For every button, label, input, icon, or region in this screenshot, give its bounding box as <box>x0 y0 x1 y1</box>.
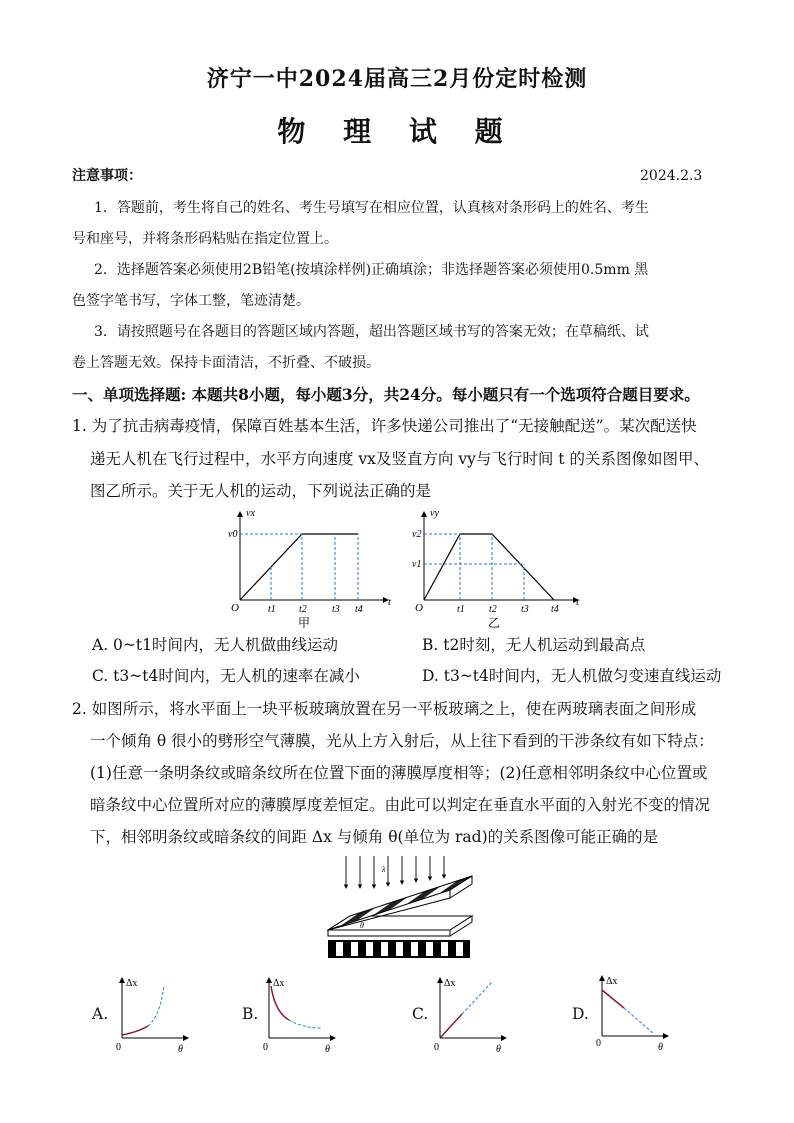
exam-date: 2024.2.3 <box>640 168 703 184</box>
q2-option-c-graph[interactable] <box>430 972 510 1054</box>
q1-option-a[interactable]: A. 0~t1时间内，无人机做曲线运动 <box>92 636 338 654</box>
label-v1: v1 <box>412 559 422 570</box>
q2-line-2: 一个倾角 θ 很小的劈形空气薄膜，光从上方入射后，从上往下看到的干涉条纹有如下特点： <box>90 732 714 750</box>
note-1a: 1．答题前，考生将自己的姓名、考生号填写在相应位置，认真核对条形码上的姓名、考生 <box>94 200 649 216</box>
exam-title: 济宁一中2024届高三2月份定时检测 <box>206 66 588 92</box>
tick-t4-b: t4 <box>551 604 559 615</box>
note-3a: 3．请按照题号在各题目的答题区域内答题，超出答题区域书写的答案无效；在草稿纸、试 <box>94 324 649 340</box>
q2-line-5: 下，相邻明条纹或暗条纹的间距 Δx 与倾角 θ(单位为 rad)的关系图像可能正确的是 <box>90 828 659 846</box>
wavelength-label: λ <box>382 865 386 874</box>
tick-t4: t4 <box>355 604 363 615</box>
q2-option-a-label[interactable]: A. <box>92 1005 109 1023</box>
theta-label: θ <box>360 921 364 930</box>
note-2a: 2．选择题答案必须使用2B铅笔(按填涂样例)正确填涂；非选择题答案必须使用0.5mm 黑 <box>94 262 649 278</box>
caption-jia: 甲 <box>298 616 311 630</box>
q2-line-1: 2. 如图所示，将水平面上一块平板玻璃放置在另一平板玻璃之上，使在两玻璃表面之间形成 <box>72 700 697 718</box>
q1-option-d[interactable]: D. t3~t4时间内，无人机做匀变速直线运动 <box>422 667 722 685</box>
a-theta: θ <box>178 1044 183 1054</box>
b-zero: 0 <box>263 1042 268 1053</box>
caption-yi: 乙 <box>488 616 501 630</box>
d-dx: Δx <box>606 976 618 987</box>
tick-t2: t2 <box>299 604 307 615</box>
wedge-film-diagram <box>324 852 474 970</box>
note-3b: 卷上答题无效。保持卡面清洁，不折叠、不破损。 <box>72 355 380 371</box>
c-dx: Δx <box>444 978 456 989</box>
b-theta: θ <box>325 1044 330 1054</box>
label-v0: v0 <box>228 529 238 540</box>
tick-t1-b: t1 <box>457 604 465 615</box>
q2-line-3: (1)任意一条明条纹或暗条纹所在位置下面的薄膜厚度相等；(2)任意相邻明条纹中心位置或 <box>90 764 708 782</box>
tick-t1: t1 <box>268 604 276 615</box>
origin: O <box>231 602 239 614</box>
subject-title: 物 理 试 题 <box>277 115 517 148</box>
q2-option-c-label[interactable]: C. <box>412 1005 429 1023</box>
graph-vy-t <box>412 506 587 631</box>
q1-option-b[interactable]: B. t2时刻，无人机运动到最高点 <box>422 636 646 654</box>
q2-option-d-graph[interactable] <box>592 970 672 1052</box>
note-2b: 色签字笔书写，字体工整，笔迹清楚。 <box>72 293 310 309</box>
d-theta: θ <box>658 1042 663 1052</box>
label-v2: v2 <box>412 529 422 540</box>
q2-option-b-label[interactable]: B. <box>242 1005 259 1023</box>
q1-line-1: 1. 为了抗击病毒疫情，保障百姓基本生活，许多快递公司推出了“无接触配送”。某次配送快 <box>72 417 697 435</box>
axis-vx: vx <box>246 508 255 519</box>
q2-option-d-label[interactable]: D. <box>572 1005 589 1023</box>
notes-label: 注意事项： <box>72 168 142 184</box>
tick-t3-b: t3 <box>521 604 529 615</box>
q1-option-c[interactable]: C. t3~t4时间内，无人机的速率在减小 <box>92 667 360 685</box>
q1-line-2: 递无人机在飞行过程中，水平方向速度 vx及竖直方向 vy与飞行时间 t 的关系图像如图甲、 <box>90 450 709 468</box>
q2-option-b-graph[interactable] <box>259 972 339 1054</box>
d-zero: 0 <box>596 1038 601 1049</box>
a-dx: Δx <box>126 978 138 989</box>
q2-option-a-graph[interactable] <box>112 972 192 1054</box>
c-theta: θ <box>496 1044 501 1054</box>
axis-t: t <box>388 596 392 608</box>
axis-vy: vy <box>430 508 439 519</box>
graph-vx-t <box>228 506 398 631</box>
tick-t3: t3 <box>332 604 340 615</box>
tick-t2-b: t2 <box>489 604 497 615</box>
q1-line-3: 图乙所示。关于无人机的运动，下列说法正确的是 <box>90 482 432 500</box>
b-dx: Δx <box>273 978 285 989</box>
a-zero: 0 <box>116 1042 121 1053</box>
note-1b: 号和座号，并将条形码粘贴在指定位置上。 <box>72 231 338 247</box>
q2-line-4: 暗条纹中心位置所对应的薄膜厚度差恒定。由此可以判定在垂直水平面的入射光不变的情况 <box>90 796 711 814</box>
c-zero: 0 <box>434 1042 439 1053</box>
section-heading: 一、单项选择题: 本题共8小题，每小题3分，共24分。每小题只有一个选项符合题目要求。 <box>72 385 700 404</box>
axis-t-2: t <box>576 596 580 608</box>
origin-2: O <box>415 602 423 614</box>
